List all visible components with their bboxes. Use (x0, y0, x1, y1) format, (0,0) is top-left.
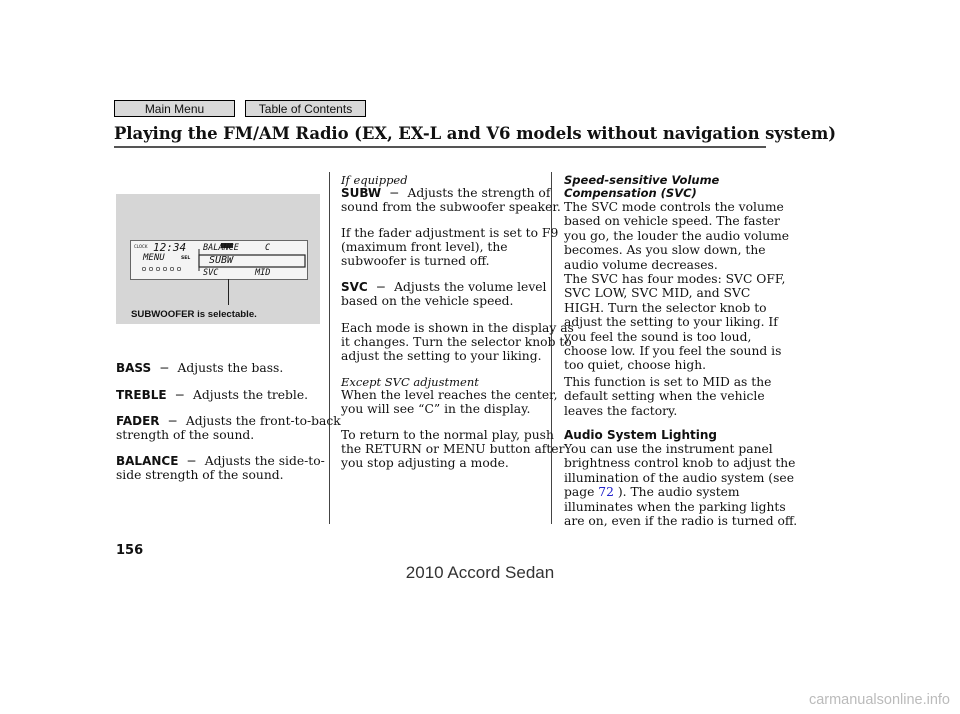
default-paragraph (564, 375, 771, 418)
page-number: 156 (116, 543, 144, 558)
default-line: This function is set to MID as the (564, 375, 772, 389)
lcd-balance: BALANCE (203, 243, 239, 253)
header-rule (114, 146, 766, 148)
lcd-menu: MENU (143, 253, 165, 263)
return-para-1: To return to the normal play, push (341, 428, 554, 442)
balance-desc-2: side strength of the sound. (116, 468, 284, 482)
balance-term: BALANCE (116, 454, 179, 468)
svc-line: choose low. If you feel the sound is (564, 344, 782, 359)
lighting-line: illuminates when the parking lights (564, 499, 786, 514)
treble-desc: Adjusts the treble. (192, 388, 309, 402)
bass-desc: Adjusts the bass. (177, 361, 284, 375)
lighting-paragraph (564, 442, 797, 528)
figure-caption: SUBWOOFER is selectable. (131, 309, 257, 320)
page-72-link[interactable]: 72 (598, 485, 614, 500)
svc-heading-2: Compensation (SVC) (564, 186, 697, 200)
default-line: leaves the factory. (564, 403, 678, 418)
svc-line: you feel the sound is too loud, (564, 329, 752, 344)
svc-line: SVC LOW, SVC MID, and SVC (564, 286, 751, 301)
svc-line: you go, the louder the audio volume (564, 228, 790, 243)
lcd-subw: SUBW (209, 255, 234, 266)
fader-term: FADER (116, 414, 160, 428)
lcd-svc: SVC (203, 268, 219, 278)
svc-line: becomes. As you slow down, the (564, 243, 766, 258)
main-menu-button[interactable]: Main Menu (114, 100, 235, 117)
mode-para-3: adjust the setting to your liking. (341, 349, 542, 363)
bass-entry: BASS − Adjusts the bass. (116, 361, 284, 375)
lcd-display (130, 240, 308, 280)
except-svc-note: Except SVC adjustment (341, 375, 479, 389)
subw-desc: Adjusts the strength of (407, 186, 551, 200)
svc-heading-1: Speed-sensitive Volume (564, 173, 720, 187)
column-divider-1 (329, 172, 330, 524)
page-ref-suffix: ). The audio system (617, 485, 740, 500)
fader-desc: Adjusts the front-to-back (185, 414, 341, 428)
svc-line: audio volume decreases. (564, 257, 718, 272)
page-title: Playing the FM/AM Radio (EX, EX-L and V6 models without navigation system) (114, 124, 836, 143)
treble-term: TREBLE (116, 388, 167, 402)
display-figure (116, 194, 320, 324)
footer-model: 2010 Accord Sedan (405, 563, 555, 582)
svc-line: The SVC mode controls the volume (564, 200, 784, 214)
lighting-line: illumination of the audio system (see (564, 470, 794, 485)
lighting-line: You can use the instrument panel (564, 442, 773, 456)
fader-para-1: If the fader adjustment is set to F9 (341, 226, 559, 240)
page-ref-prefix: page (564, 485, 595, 500)
lcd-mid: MID (255, 268, 271, 278)
table-of-contents-button[interactable]: Table of Contents (245, 100, 366, 117)
mode-para-1: Each mode is shown in the display as (341, 321, 574, 335)
if-equipped-note: If equipped (341, 173, 408, 187)
svc-desc-2: based on the vehicle speed. (341, 294, 514, 308)
lcd-c: C (265, 243, 271, 253)
watermark: carmanualsonline.info (808, 692, 950, 708)
svc-paragraph (564, 200, 789, 373)
fader-desc-2: strength of the sound. (116, 428, 255, 442)
treble-entry: TREBLE − Adjusts the treble. (116, 388, 309, 402)
svc-line: based on vehicle speed. The faster (564, 214, 780, 229)
subw-desc-2: sound from the subwoofer speaker. (341, 200, 561, 214)
svc-line: adjust the setting to your liking. If (564, 315, 778, 330)
subw-entry: SUBW − Adjusts the strength of (341, 186, 551, 200)
center-para-2: you will see “C” in the display. (341, 402, 531, 416)
svc-line: too quiet, choose high. (564, 358, 707, 373)
svc-desc: Adjusts the volume level (394, 280, 547, 294)
lighting-line: brightness control knob to adjust the (564, 456, 796, 471)
callout-line (228, 279, 229, 305)
lcd-time: 12:34 (153, 241, 187, 254)
return-para-2: the RETURN or MENU button after (341, 442, 565, 456)
svc-line: HIGH. Turn the selector knob to (564, 300, 767, 315)
lighting-heading: Audio System Lighting (564, 428, 717, 442)
fader-entry: FADER − Adjusts the front-to-back (116, 414, 341, 428)
lcd-sel: SEL (181, 256, 191, 261)
fader-para-2: (maximum front level), the (341, 240, 508, 254)
fader-para-3: subwoofer is turned off. (341, 254, 490, 268)
svc-line: The SVC has four modes: SVC OFF, (564, 272, 786, 287)
default-line: default setting when the vehicle (564, 389, 765, 404)
return-para-3: you stop adjusting a mode. (341, 456, 509, 470)
lighting-line: are on, even if the radio is turned off. (564, 514, 798, 529)
bass-term: BASS (116, 361, 152, 375)
lighting-line (564, 485, 797, 499)
center-para-1: When the level reaches the center, (341, 388, 558, 402)
svc-entry: SVC − Adjusts the volume level (341, 280, 547, 294)
subw-term: SUBW (341, 186, 382, 200)
balance-desc: Adjusts the side-to- (204, 454, 325, 468)
lcd-clock-label: CLOCK (134, 244, 148, 249)
balance-entry: BALANCE − Adjusts the side-to- (116, 454, 325, 468)
svc-term: SVC (341, 280, 368, 294)
mode-para-2: it changes. Turn the selector knob to (341, 335, 572, 349)
